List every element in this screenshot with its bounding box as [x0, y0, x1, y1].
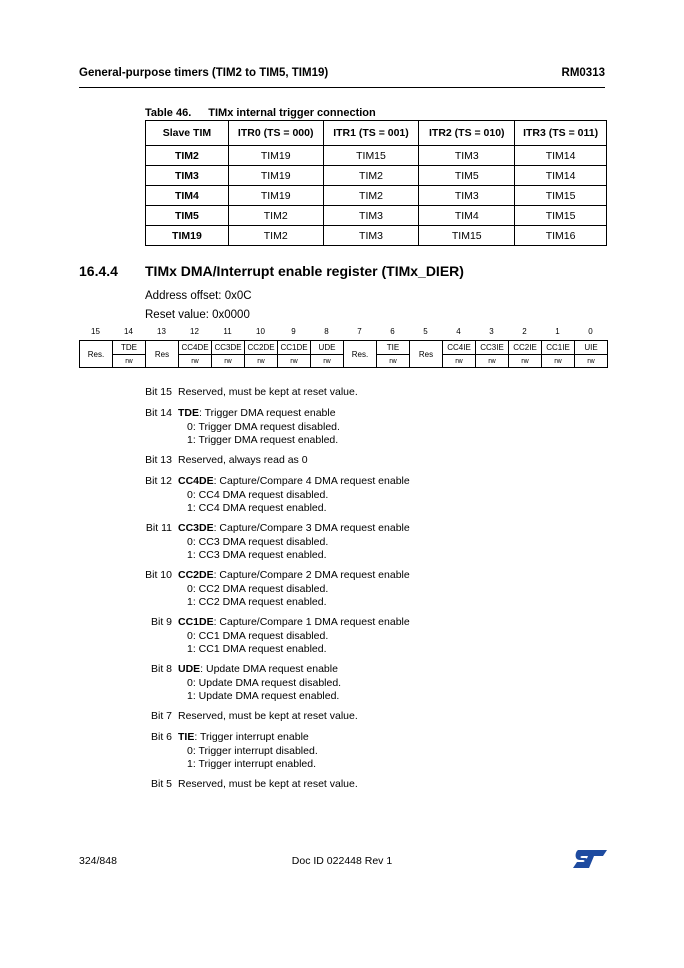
table-row	[146, 146, 607, 166]
bit-desc: : Capture/Compare 1 DMA request enable	[213, 616, 410, 628]
register-field-row	[80, 341, 608, 355]
table-cell: TIM5	[419, 166, 515, 186]
bit-desc: : Capture/Compare 3 DMA request enable	[213, 522, 410, 534]
bit-field-name: UDE	[178, 663, 201, 675]
table-cell: TIM2	[323, 186, 419, 206]
bit-number: 8	[324, 327, 329, 336]
table-cell: TIM16	[515, 226, 607, 246]
register-field-cc1ie: CC1IE	[542, 341, 575, 355]
bit-number: 15	[91, 327, 100, 336]
bit-desc: : Capture/Compare 2 DMA request enable	[213, 569, 410, 581]
bit-desc: : Capture/Compare 4 DMA request enable	[213, 475, 410, 487]
table-cell: TIM2	[146, 146, 229, 166]
register-access: rw	[245, 355, 278, 368]
bit-number: 6	[390, 327, 395, 336]
register-access: rw	[476, 355, 509, 368]
address-offset: Address offset: 0x0C	[145, 290, 252, 302]
page-number: 324/848	[79, 855, 117, 867]
bit-desc: Reserved, must be kept at reset value.	[178, 778, 358, 790]
register-field-cc1de: CC1DE	[278, 341, 311, 355]
bit-field-name: TIE	[178, 731, 195, 743]
bit-desc: Reserved, always read as 0	[178, 454, 308, 466]
table-cell: TIM3	[323, 226, 419, 246]
table-cell: TIM15	[515, 206, 607, 226]
reset-value: Reset value: 0x0000	[145, 309, 250, 321]
bit-label: Bit 11	[145, 522, 172, 534]
bit-descriptions	[145, 385, 615, 798]
bit-field-name: CC2DE	[178, 569, 214, 581]
st-logo-icon	[572, 849, 608, 874]
register-access: rw	[212, 355, 245, 368]
bit-value: 1: Trigger interrupt enabled.	[187, 758, 316, 770]
bit-5-description	[145, 777, 615, 792]
table-header-cell: ITR1 (TS = 001)	[323, 121, 419, 146]
bit-number: 12	[190, 327, 199, 336]
register-access: rw	[377, 355, 410, 368]
register-access: rw	[179, 355, 212, 368]
table-cell: TIM15	[515, 186, 607, 206]
table-cell: TIM5	[146, 206, 229, 226]
bit-number: 13	[157, 327, 166, 336]
register-field-reserved: Res	[146, 341, 179, 368]
bit-value: 1: CC4 DMA request enabled.	[187, 502, 327, 514]
register-field-tde: TDE	[113, 341, 146, 355]
table-cell: TIM19	[228, 166, 323, 186]
bit-label: Bit 7	[150, 710, 172, 722]
bit-desc: : Trigger interrupt enable	[194, 731, 309, 743]
bit-value: 0: CC1 DMA request disabled.	[187, 630, 329, 642]
bit-12-description	[145, 474, 615, 515]
bit-10-description	[145, 568, 615, 609]
bit-label: Bit 14	[145, 407, 172, 419]
bit-number: 9	[291, 327, 296, 336]
register-field-uie: UIE	[575, 341, 608, 355]
bit-label: Bit 10	[145, 569, 172, 581]
table-cell: TIM4	[146, 186, 229, 206]
bit-desc: : Trigger DMA request enable	[199, 407, 336, 419]
bit-value: 0: Trigger interrupt disabled.	[187, 745, 318, 757]
table-cell: TIM19	[228, 146, 323, 166]
register-access: rw	[311, 355, 344, 368]
register-field-cc4ie: CC4IE	[443, 341, 476, 355]
table-header-cell: ITR3 (TS = 011)	[515, 121, 607, 146]
table-cell: TIM19	[228, 186, 323, 206]
register-access: rw	[542, 355, 575, 368]
st-logo-icon-svg	[572, 849, 608, 869]
table-row	[146, 186, 607, 206]
section-title: TIMx DMA/Interrupt enable register (TIMx_DIER)	[145, 263, 464, 279]
bit-number: 14	[124, 327, 133, 336]
table-cell: TIM3	[419, 186, 515, 206]
bit-8-description	[145, 662, 615, 703]
table-header-cell: Slave TIM	[146, 121, 229, 146]
register-bit-numbers	[79, 327, 607, 339]
register-field-reserved: Res	[410, 341, 443, 368]
bit-value: 1: Trigger DMA request enabled.	[187, 434, 339, 446]
register-field-cc4de: CC4DE	[179, 341, 212, 355]
bit-9-description	[145, 615, 615, 656]
bit-value: 0: Trigger DMA request disabled.	[187, 421, 340, 433]
register-field-reserved: Res.	[344, 341, 377, 368]
bit-label: Bit 13	[145, 454, 172, 466]
table-cell: TIM3	[323, 206, 419, 226]
bit-value: 0: CC3 DMA request disabled.	[187, 536, 329, 548]
bit-value: 1: CC3 DMA request enabled.	[187, 549, 327, 561]
table-cell: TIM2	[228, 206, 323, 226]
header-title: General-purpose timers (TIM2 to TIM5, TIM19)	[79, 67, 329, 79]
register-access: rw	[509, 355, 542, 368]
register-field-ude: UDE	[311, 341, 344, 355]
register-diagram	[79, 340, 608, 368]
header-doc-ref: RM0313	[561, 67, 605, 79]
register-access: rw	[575, 355, 608, 368]
header-rule	[79, 87, 605, 88]
bit-14-description	[145, 406, 615, 447]
bit-desc: Reserved, must be kept at reset value.	[178, 710, 358, 722]
table-label: Table 46.	[145, 107, 192, 119]
register-field-cc2de: CC2DE	[245, 341, 278, 355]
bit-value: 0: Update DMA request disabled.	[187, 677, 342, 689]
bit-value: 1: CC1 DMA request enabled.	[187, 643, 327, 655]
table-row	[146, 226, 607, 246]
bit-desc: : Update DMA request enable	[200, 663, 338, 675]
table-header-cell: ITR2 (TS = 010)	[419, 121, 515, 146]
bit-field-name: TDE	[178, 407, 199, 419]
bit-field-name: CC1DE	[178, 616, 214, 628]
table-cell: TIM14	[515, 166, 607, 186]
bit-number: 4	[456, 327, 461, 336]
bit-label: Bit 9	[150, 616, 172, 628]
bit-number: 10	[256, 327, 265, 336]
table-header-cell: ITR0 (TS = 000)	[228, 121, 323, 146]
bit-number: 7	[357, 327, 362, 336]
trigger-table	[145, 120, 607, 246]
table-cell: TIM4	[419, 206, 515, 226]
register-field-cc3de: CC3DE	[212, 341, 245, 355]
bit-label: Bit 12	[145, 475, 172, 487]
table-cell: TIM2	[228, 226, 323, 246]
bit-field-name: CC4DE	[178, 475, 214, 487]
bit-label: Bit 8	[150, 663, 172, 675]
bit-number: 0	[588, 327, 593, 336]
bit-label: Bit 15	[145, 386, 172, 398]
table-cell: TIM14	[515, 146, 607, 166]
bit-value: 0: CC4 DMA request disabled.	[187, 489, 329, 501]
register-field-reserved: Res.	[80, 341, 113, 368]
table-title: TIMx internal trigger connection	[208, 107, 376, 119]
bit-field-name: CC3DE	[178, 522, 214, 534]
register-field-tie: TIE	[377, 341, 410, 355]
table-row	[146, 206, 607, 226]
table-cell: TIM2	[323, 166, 419, 186]
register-access: rw	[278, 355, 311, 368]
bit-11-description	[145, 521, 615, 562]
table-cell: TIM19	[146, 226, 229, 246]
register-access: rw	[443, 355, 476, 368]
bit-value: 1: Update DMA request enabled.	[187, 690, 340, 702]
bit-13-description	[145, 453, 615, 468]
bit-number: 1	[555, 327, 560, 336]
table-cell: TIM15	[323, 146, 419, 166]
table-cell: TIM3	[419, 146, 515, 166]
bit-number: 11	[223, 327, 232, 336]
table-caption	[145, 107, 376, 119]
bit-15-description	[145, 385, 615, 400]
bit-value: 0: CC2 DMA request disabled.	[187, 583, 329, 595]
table-row	[146, 166, 607, 186]
table-header-row	[146, 121, 607, 146]
bit-number: 5	[423, 327, 428, 336]
table-cell: TIM15	[419, 226, 515, 246]
bit-7-description	[145, 709, 615, 724]
doc-id: Doc ID 022448 Rev 1	[291, 855, 393, 867]
bit-value: 1: CC2 DMA request enabled.	[187, 596, 327, 608]
section-number: 16.4.4	[79, 263, 118, 279]
register-field-cc2ie: CC2IE	[509, 341, 542, 355]
register-field-cc3ie: CC3IE	[476, 341, 509, 355]
bit-6-description	[145, 730, 615, 771]
register-access: rw	[113, 355, 146, 368]
table-cell: TIM3	[146, 166, 229, 186]
bit-number: 2	[522, 327, 527, 336]
bit-label: Bit 5	[150, 778, 172, 790]
bit-number: 3	[489, 327, 494, 336]
bit-label: Bit 6	[150, 731, 172, 743]
bit-desc: Reserved, must be kept at reset value.	[178, 386, 358, 398]
